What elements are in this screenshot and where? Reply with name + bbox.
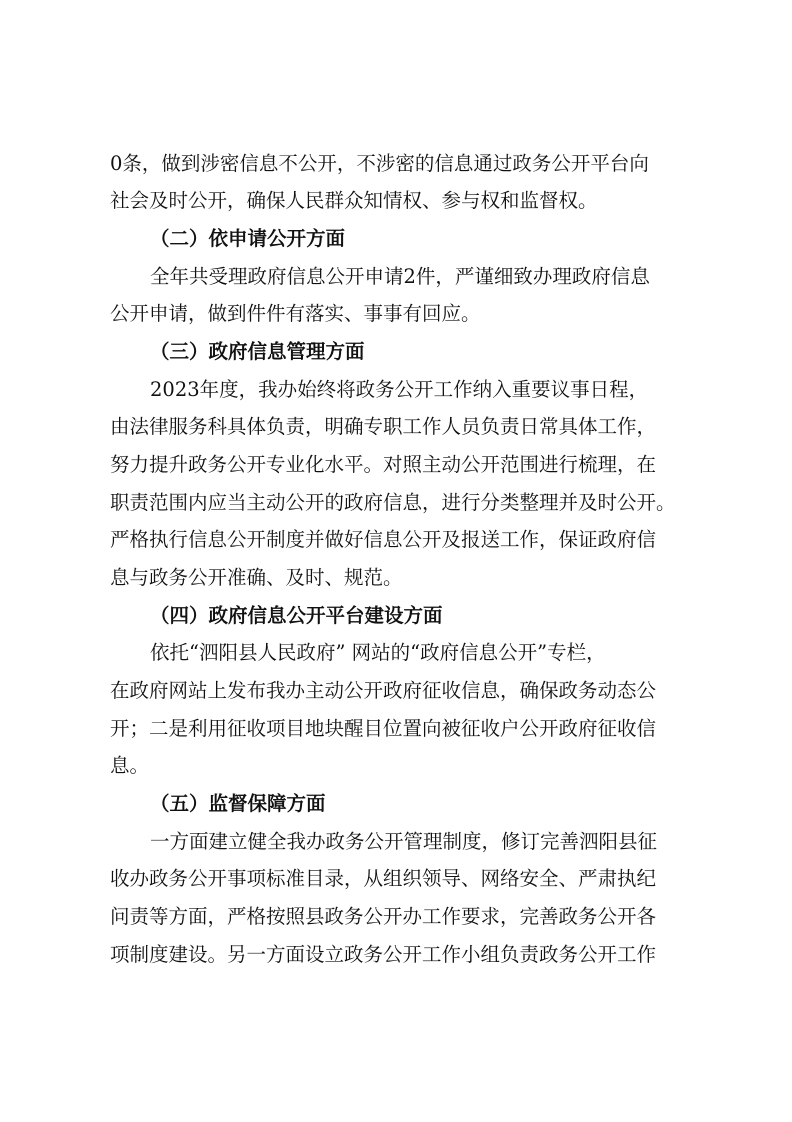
body-text-line: 0条，做到涉密信息不公开，不涉密的信息通过政务公开平台向 [110, 152, 649, 175]
section-heading-3: （三）政府信息管理方面 [150, 340, 365, 363]
body-text-line: 一方面建立健全我办政务公开管理制度，修订完善泗阳县征 [150, 830, 658, 853]
body-text-line: 公开申请，做到件件有落实、事事有回应。 [110, 302, 481, 325]
body-text-line: 息与政务公开准确、及时、规范。 [110, 566, 403, 589]
body-text-line: 由法律服务科具体负责，明确专职工作人员负责日常具体工作， [110, 415, 657, 438]
section-heading-5: （五）监督保障方面 [150, 792, 326, 815]
body-text-line: 努力提升政务公开专业化水平。对照主动公开范围进行梳理，在 [110, 453, 657, 476]
body-text-line: 严格执行信息公开制度并做好信息公开及报送工作，保证政府信 [110, 528, 657, 551]
body-text-line: 开；二是利用征收项目地块醒目位置向被征收户公开政府征收信 [110, 717, 657, 740]
body-text-line: 收办政务公开事项标准目录，从组织领导、网络安全、严肃执纪 [110, 867, 657, 890]
body-text-line: 职责范围内应当主动公开的政府信息，进行分类整理并及时公开。 [110, 491, 676, 514]
body-text-line: 全年共受理政府信息公开申请2件，严谨细致办理政府信息 [150, 265, 650, 288]
section-heading-2: （二）依申请公开方面 [150, 227, 346, 250]
body-text-line: 息。 [110, 754, 150, 777]
body-text-line: 2023年度，我办始终将政务公开工作纳入重要议事日程， [150, 378, 649, 401]
body-text-line: 问责等方面，严格按照县政务公开办工作要求，完善政务公开各 [110, 905, 657, 928]
section-heading-4: （四）政府信息公开平台建设方面 [150, 604, 443, 627]
body-text-line: 依托“泗阳县人民政府” 网站的“政府信息公开”专栏， [150, 641, 606, 664]
body-text-line: 项制度建设。另一方面设立政务公开工作小组负责政务公开工作 [110, 943, 657, 966]
body-text-line: 社会及时公开，确保人民群众知情权、参与权和监督权。 [110, 189, 598, 212]
body-text-line: 在政府网站上发布我办主动公开政府征收信息，确保政务动态公 [110, 679, 657, 702]
